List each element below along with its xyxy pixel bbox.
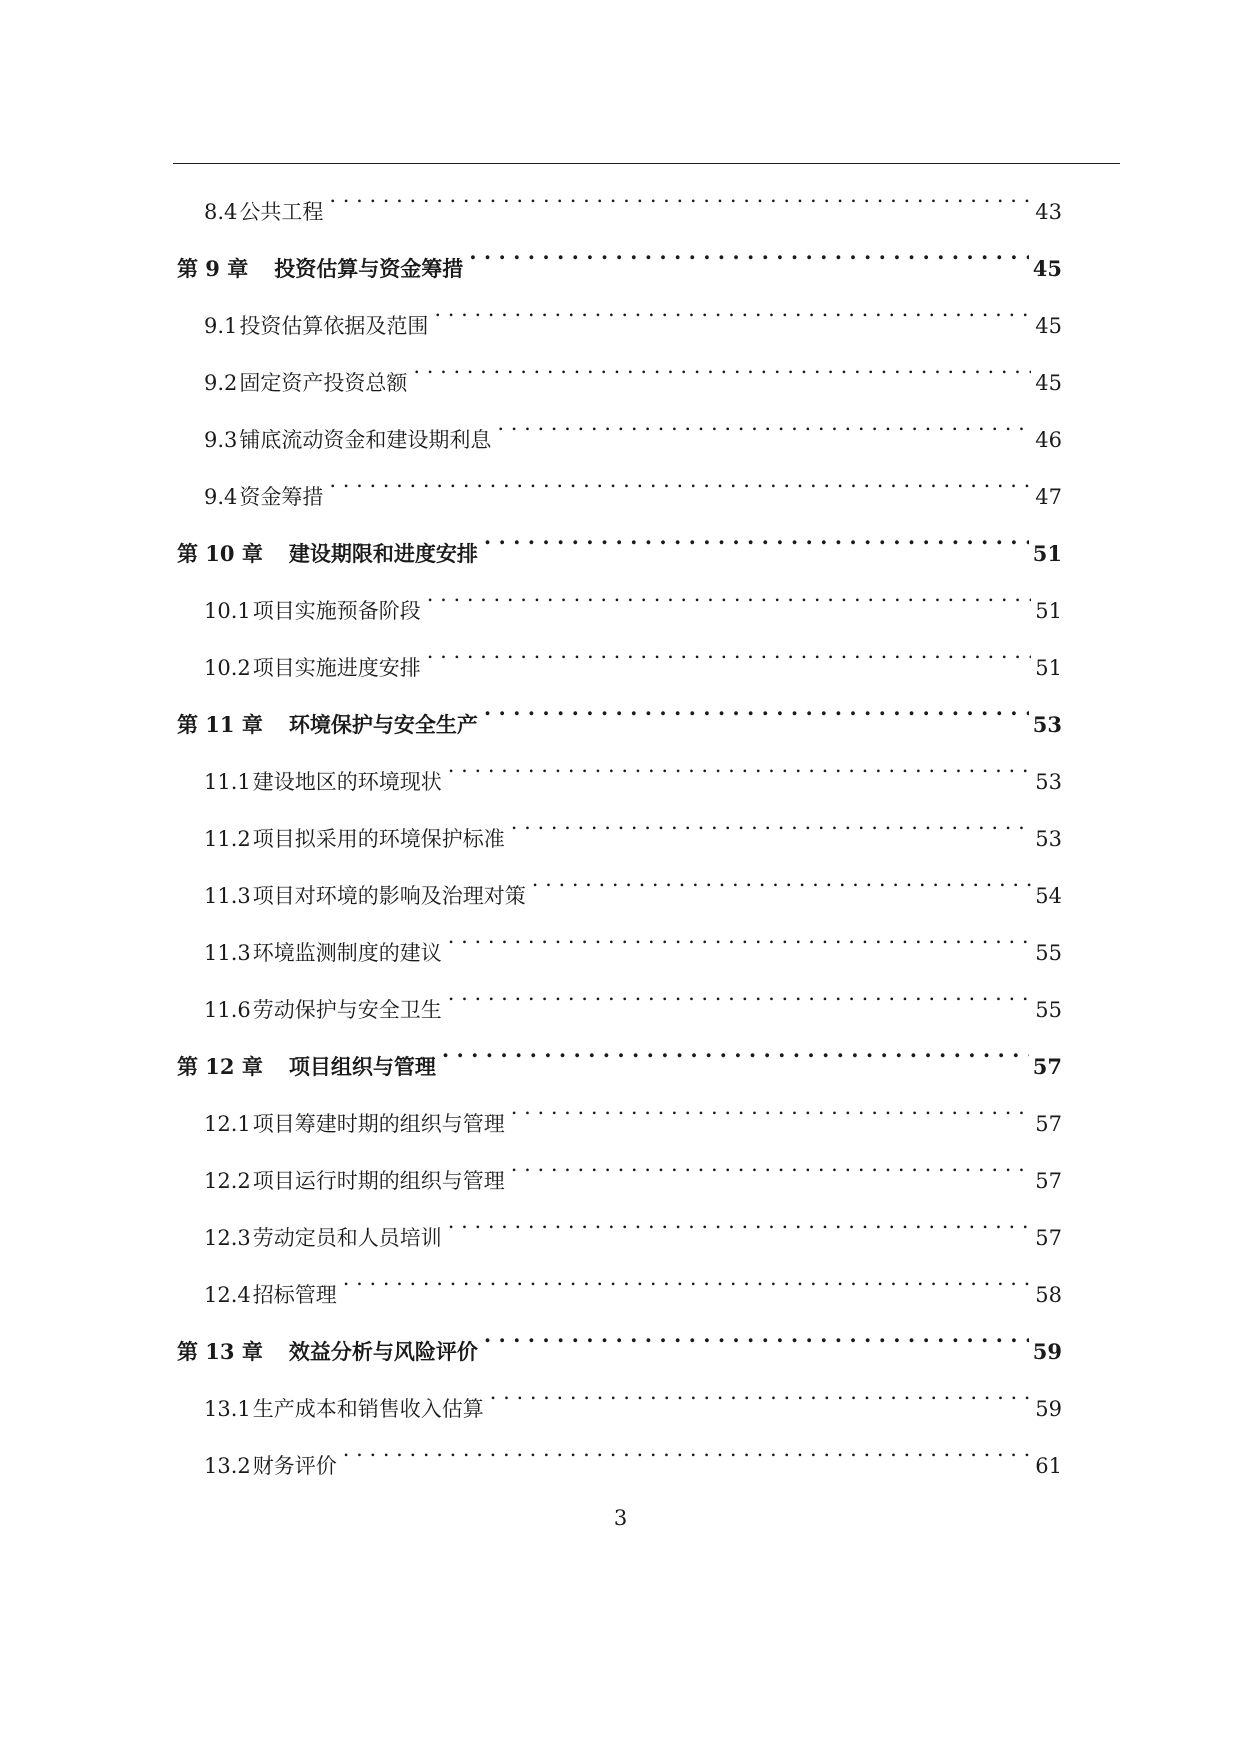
toc-section-entry[interactable] [177, 1083, 1062, 1140]
toc-entry-title: 固定资产投资总额 [239, 371, 408, 395]
toc-entry-number: 9.3 [204, 428, 238, 452]
toc-dot-leader [329, 456, 1031, 504]
toc-entry-page: 43 [1035, 200, 1062, 224]
toc-entry-page: 59 [1035, 1397, 1062, 1421]
toc-entry-number: 11.1 [204, 770, 251, 794]
toc-entry-number: 第 10 章 [177, 541, 263, 566]
toc-entry-page: 58 [1035, 1283, 1062, 1307]
toc-section-entry[interactable] [177, 627, 1062, 684]
toc-dot-leader [490, 1368, 1032, 1416]
toc-dot-leader [532, 855, 1032, 903]
toc-dot-leader [343, 1425, 1032, 1473]
toc-dot-leader [427, 570, 1032, 618]
toc-section-entry[interactable] [177, 1425, 1062, 1482]
toc-section-entry[interactable] [177, 741, 1062, 798]
toc-entry-page: 57 [1032, 1054, 1062, 1079]
toc-entry-page: 51 [1035, 599, 1062, 623]
toc-entry-title: 劳动保护与安全卫生 [252, 998, 442, 1022]
toc-entry-number: 12.4 [204, 1283, 251, 1307]
toc-section-entry[interactable] [177, 456, 1062, 513]
toc-section-entry[interactable] [177, 399, 1062, 456]
toc-entry-title: 建设地区的环境现状 [252, 770, 442, 794]
toc-entry-number: 12.2 [204, 1169, 251, 1193]
toc-entry-page: 45 [1035, 314, 1062, 338]
toc-entry-page: 53 [1035, 770, 1062, 794]
toc-chapter-entry[interactable] [177, 1311, 1062, 1368]
table-of-contents [177, 171, 1062, 1482]
toc-entry-page: 57 [1035, 1112, 1062, 1136]
toc-entry-page: 46 [1035, 428, 1062, 452]
toc-section-entry[interactable] [177, 342, 1062, 399]
toc-entry-title: 建设期限和进度安排 [288, 541, 478, 566]
toc-section-entry[interactable] [177, 798, 1062, 855]
toc-entry-number: 10.1 [204, 599, 251, 623]
toc-dot-leader [343, 1254, 1032, 1302]
toc-dot-leader [434, 285, 1031, 333]
toc-section-entry[interactable] [177, 171, 1062, 228]
toc-entry-page: 47 [1035, 485, 1062, 509]
toc-dot-leader [511, 798, 1032, 846]
toc-section-entry[interactable] [177, 570, 1062, 627]
toc-entry-number: 9.4 [204, 485, 238, 509]
toc-section-entry[interactable] [177, 912, 1062, 969]
toc-section-entry[interactable] [177, 1197, 1062, 1254]
toc-dot-leader [448, 741, 1032, 789]
toc-chapter-entry[interactable] [177, 684, 1062, 741]
toc-entry-page: 59 [1032, 1339, 1062, 1364]
toc-entry-number: 第 9 章 [177, 256, 249, 281]
toc-entry-number: 11.6 [204, 998, 251, 1022]
toc-entry-title: 项目运行时期的组织与管理 [252, 1169, 505, 1193]
toc-section-entry[interactable] [177, 285, 1062, 342]
toc-chapter-entry[interactable] [177, 513, 1062, 570]
toc-entry-title: 公共工程 [239, 200, 324, 224]
toc-entry-number: 9.2 [204, 371, 238, 395]
toc-entry-page: 57 [1035, 1169, 1062, 1193]
toc-dot-leader [511, 1140, 1032, 1188]
toc-chapter-entry[interactable] [177, 1026, 1062, 1083]
toc-entry-page: 45 [1032, 256, 1062, 281]
toc-entry-page: 54 [1035, 884, 1062, 908]
toc-entry-title: 项目实施预备阶段 [252, 599, 421, 623]
toc-entry-title: 项目实施进度安排 [252, 656, 421, 680]
toc-entry-title: 环境保护与安全生产 [288, 712, 478, 737]
toc-entry-page: 55 [1035, 998, 1062, 1022]
toc-entry-title: 生产成本和销售收入估算 [252, 1397, 484, 1421]
toc-dot-leader [329, 171, 1031, 219]
toc-section-entry[interactable] [177, 1368, 1062, 1425]
toc-entry-number: 第 13 章 [177, 1339, 263, 1364]
toc-entry-page: 57 [1035, 1226, 1062, 1250]
toc-dot-leader [442, 1026, 1029, 1074]
toc-dot-leader [469, 228, 1029, 276]
toc-entry-number: 8.4 [204, 200, 238, 224]
toc-entry-page: 51 [1035, 656, 1062, 680]
toc-entry-title: 项目筹建时期的组织与管理 [252, 1112, 505, 1136]
toc-entry-title: 环境监测制度的建议 [252, 941, 442, 965]
toc-entry-number: 11.3 [204, 884, 251, 908]
toc-entry-title: 招标管理 [252, 1283, 337, 1307]
toc-dot-leader [484, 513, 1029, 561]
toc-entry-number: 13.2 [204, 1454, 251, 1478]
toc-entry-title: 财务评价 [252, 1454, 337, 1478]
page-number: 3 [613, 1506, 628, 1530]
toc-entry-title: 劳动定员和人员培训 [252, 1226, 442, 1250]
toc-entry-number: 11.3 [204, 941, 251, 965]
toc-entry-title: 资金筹措 [239, 485, 324, 509]
toc-entry-title: 项目拟采用的环境保护标准 [252, 827, 505, 851]
toc-entry-number: 第 11 章 [177, 712, 263, 737]
toc-entry-number: 9.1 [204, 314, 238, 338]
toc-entry-page: 61 [1035, 1454, 1062, 1478]
toc-entry-title: 投资估算与资金筹措 [274, 256, 464, 281]
toc-entry-number: 13.1 [204, 1397, 251, 1421]
toc-dot-leader [448, 1197, 1032, 1245]
toc-entry-number: 11.2 [204, 827, 251, 851]
toc-dot-leader [413, 342, 1031, 390]
toc-entry-page: 51 [1032, 541, 1062, 566]
toc-dot-leader [484, 684, 1029, 732]
toc-entry-title: 项目组织与管理 [288, 1054, 436, 1079]
toc-entry-page: 53 [1035, 827, 1062, 851]
toc-entry-title: 项目对环境的影响及治理对策 [252, 884, 526, 908]
header-rule [173, 163, 1120, 164]
toc-entry-title: 铺底流动资金和建设期利息 [239, 428, 492, 452]
toc-dot-leader [448, 912, 1032, 960]
toc-section-entry[interactable] [177, 1140, 1062, 1197]
toc-section-entry[interactable] [177, 969, 1062, 1026]
toc-entry-page: 55 [1035, 941, 1062, 965]
toc-entry-title: 效益分析与风险评价 [288, 1339, 478, 1364]
toc-entry-page: 45 [1035, 371, 1062, 395]
toc-dot-leader [511, 1083, 1032, 1131]
toc-section-entry[interactable] [177, 1254, 1062, 1311]
toc-entry-number: 第 12 章 [177, 1054, 263, 1079]
toc-entry-number: 12.1 [204, 1112, 251, 1136]
toc-entry-title: 投资估算依据及范围 [239, 314, 429, 338]
toc-entry-number: 12.3 [204, 1226, 251, 1250]
toc-dot-leader [448, 969, 1032, 1017]
toc-dot-leader [484, 1311, 1029, 1359]
toc-entry-page: 53 [1032, 712, 1062, 737]
toc-dot-leader [497, 399, 1031, 447]
toc-section-entry[interactable] [177, 855, 1062, 912]
toc-entry-number: 10.2 [204, 656, 251, 680]
toc-dot-leader [427, 627, 1032, 675]
toc-chapter-entry[interactable] [177, 228, 1062, 285]
